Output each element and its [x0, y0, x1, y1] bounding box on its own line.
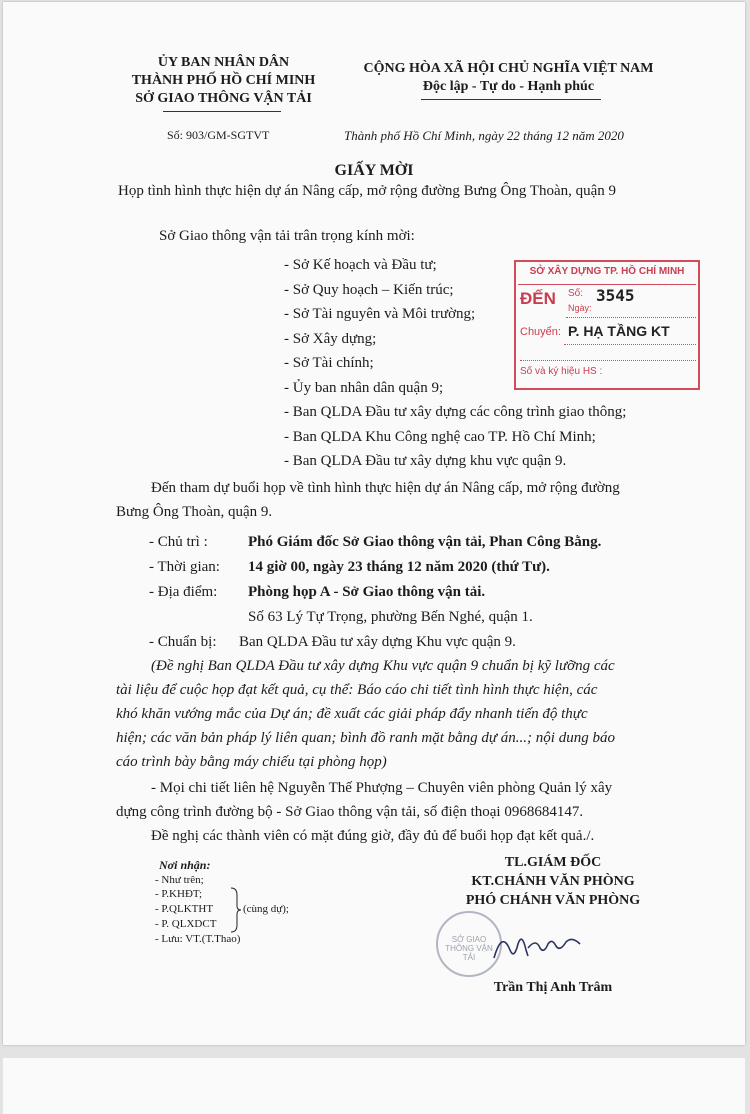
- invitee-item: - Ban QLDA Đầu tư xây dựng các công trình giao thông;: [284, 404, 627, 420]
- purpose-line: Bưng Ông Thoàn, quận 9.: [116, 504, 273, 520]
- place-value: Phòng họp A - Sở Giao thông vận tải.: [248, 584, 486, 600]
- prep-label: - Chuẩn bị:: [149, 634, 217, 650]
- note-line: hiện; các văn bản pháp lý liên quan; bình đồ ranh mặt bằng dự án...; nội dung báo: [116, 730, 615, 746]
- signature-line-3: PHÓ CHÁNH VĂN PHÒNG: [465, 893, 641, 908]
- prep-value: Ban QLDA Đầu tư xây dựng Khu vực quận 9.: [239, 634, 516, 650]
- invitee-item: - Sở Kế hoạch và Đầu tư;: [284, 257, 437, 273]
- chair-label: - Chủ trì :: [149, 534, 208, 550]
- invitee-item: - Sở Tài nguyên và Môi trường;: [284, 306, 476, 322]
- stamp-so-value: 3545: [596, 286, 635, 305]
- agency-underline: [163, 111, 281, 112]
- stamp-ngay-label: Ngày:: [568, 303, 592, 313]
- official-seal-icon: SỞ GIAO THÔNG VẬN TẢI: [436, 911, 502, 977]
- invitee-item: - Sở Quy hoạch – Kiến trúc;: [284, 282, 454, 298]
- contact-line: - Mọi chi tiết liên hệ Nguyễn Thế Phượng – Chuyên viên phòng Quản lý xây: [151, 780, 613, 796]
- signature-line-2: KT.CHÁNH VĂN PHÒNG: [471, 874, 635, 889]
- recipient-item: - Lưu: VT.(T.Thao): [155, 933, 241, 945]
- recipients-group-note: (cùng dự);: [243, 903, 289, 915]
- contact-line: dựng công trình đường bộ - Sở Giao thông vận tải, số điện thoại 0968684147.: [116, 804, 584, 820]
- stamp-org: SỞ XÂY DỰNG TP. HỒ CHÍ MINH: [529, 266, 685, 277]
- stamp-so-label: Số:: [568, 288, 584, 299]
- stamp-chuyen-value: P. HẠ TẦNG KT: [568, 323, 670, 339]
- agency-line-3: SỞ GIAO THÔNG VẬN TẢI: [135, 91, 312, 106]
- place-address: Số 63 Lý Tự Trọng, phường Bến Nghé, quận 1.: [248, 609, 533, 625]
- note-line: tài liệu để cuộc họp đạt kết quả, cụ thể: Báo cáo chi tiết tình hình thực hiện, các: [116, 682, 598, 698]
- invitee-item: - Sở Xây dựng;: [284, 331, 377, 347]
- recipients-brace-icon: [229, 887, 243, 933]
- recipients-heading: Nơi nhận:: [159, 858, 211, 872]
- invitee-item: - Sở Tài chính;: [284, 355, 374, 371]
- closing-line: Đề nghị các thành viên có mặt đúng giờ, đầy đủ để buổi họp đạt kết quả./.: [151, 828, 595, 844]
- invitee-item: - Ban QLDA Khu Công nghệ cao TP. Hồ Chí Minh;: [284, 429, 596, 445]
- handwritten-signature-icon: [488, 920, 588, 970]
- signature-line-1: TL.GIÁM ĐỐC: [504, 855, 602, 870]
- national-title: CỘNG HÒA XÃ HỘI CHỦ NGHĨA VIỆT NAM: [363, 61, 654, 76]
- stamp-den: ĐẾN: [520, 289, 556, 308]
- recipient-item: - P.QLKTHT: [155, 903, 214, 915]
- purpose-line: Đến tham dự buổi họp về tình hình thực hiện dự án Nâng cấp, mở rộng đường: [151, 480, 620, 496]
- document-number: Số: 903/GM-SGTVT: [167, 128, 270, 142]
- page-title: GIẤY MỜI: [334, 162, 414, 179]
- motto-underline: [421, 99, 601, 100]
- note-line: (Đề nghị Ban QLDA Đầu tư xây dựng Khu vực quận 9 chuẩn bị kỹ lưỡng các: [151, 658, 615, 674]
- document-page: [3, 2, 745, 1045]
- stamp-hs-label: Số và ký hiệu HS :: [520, 366, 603, 377]
- recipient-item: - P. QLXDCT: [155, 918, 217, 930]
- received-stamp: [514, 260, 700, 390]
- recipient-item: - P.KHĐT;: [155, 888, 203, 900]
- note-line: khó khăn vướng mắc của Dự án; đề xuất các giải pháp đẩy nhanh tiến độ thực: [116, 706, 588, 722]
- chair-value: Phó Giám đốc Sở Giao thông vận tải, Phan Công Bằng.: [248, 534, 602, 550]
- national-motto: Độc lập - Tự do - Hạnh phúc: [422, 79, 595, 94]
- invitation-intro: Sở Giao thông vận tải trân trọng kính mời:: [159, 228, 415, 244]
- stamp-chuyen-label: Chuyển:: [520, 326, 561, 338]
- time-label: - Thời gian:: [149, 559, 220, 575]
- agency-line-2: THÀNH PHỐ HỒ CHÍ MINH: [131, 73, 316, 88]
- agency-line-1: ỦY BAN NHÂN DÂN: [157, 55, 290, 70]
- document-subtitle: Họp tình hình thực hiện dự án Nâng cấp, mở rộng đường Bưng Ông Thoàn, quận 9: [118, 183, 617, 199]
- invitee-item: - Ban QLDA Đầu tư xây dựng khu vực quận 9.: [284, 453, 567, 469]
- invitee-item: - Ủy ban nhân dân quận 9;: [284, 380, 444, 396]
- signer-name: Trần Thị Anh Trâm: [493, 980, 613, 995]
- time-value: 14 giờ 00, ngày 23 tháng 12 năm 2020 (thứ Tư).: [248, 559, 550, 575]
- document-date: Thành phố Hồ Chí Minh, ngày 22 tháng 12 năm 2020: [344, 128, 624, 143]
- recipient-item: - Như trên;: [155, 874, 204, 886]
- place-label: - Địa điểm:: [149, 584, 218, 600]
- next-page-edge: [3, 1058, 745, 1114]
- note-line: cáo trình bày bằng máy chiếu tại phòng họp): [116, 754, 387, 770]
